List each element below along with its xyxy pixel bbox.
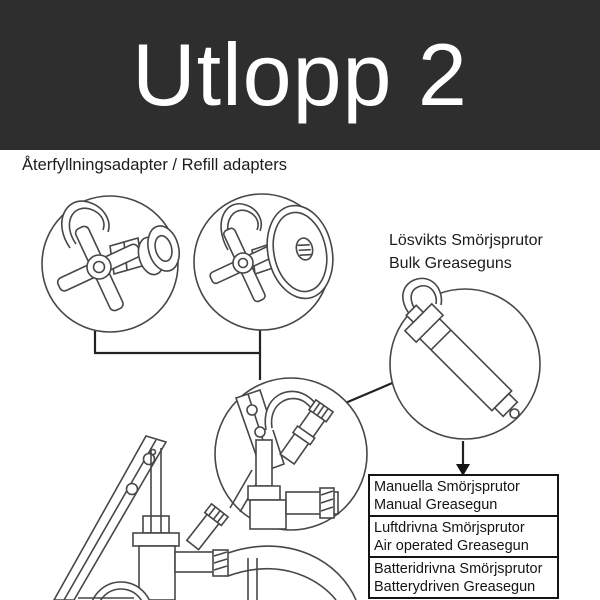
row-text-sv: Batteridrivna Smörjsprutor	[374, 561, 543, 577]
table-row	[370, 476, 557, 517]
refill-adapter-circle-2	[194, 194, 341, 330]
row-text-en: Air operated Greasegun	[374, 538, 529, 554]
greasegun-types-table	[368, 474, 559, 599]
refill-adapters-label: Återfyllningsadapter / Refill adapters	[22, 156, 288, 174]
table-row	[370, 517, 557, 558]
refill-adapter-circle-1	[40, 196, 184, 332]
row-text-en: Manual Greasegun	[374, 497, 498, 513]
page-title: Utlopp 2	[132, 25, 468, 124]
table-row	[370, 558, 557, 597]
connection-detail-circle	[215, 378, 367, 530]
bulk-greasegun-circle	[390, 278, 540, 439]
row-text-en: Batterydriven Greasegun	[374, 579, 536, 595]
row-text-sv: Manuella Smörjsprutor	[374, 479, 520, 495]
bulk-greaseguns-label-sv: Lösvikts Smörjsprutor	[389, 232, 543, 249]
row-text-sv: Luftdrivna Smörjsprutor	[374, 520, 525, 536]
bulk-greaseguns-label-en: Bulk Greaseguns	[389, 255, 512, 272]
